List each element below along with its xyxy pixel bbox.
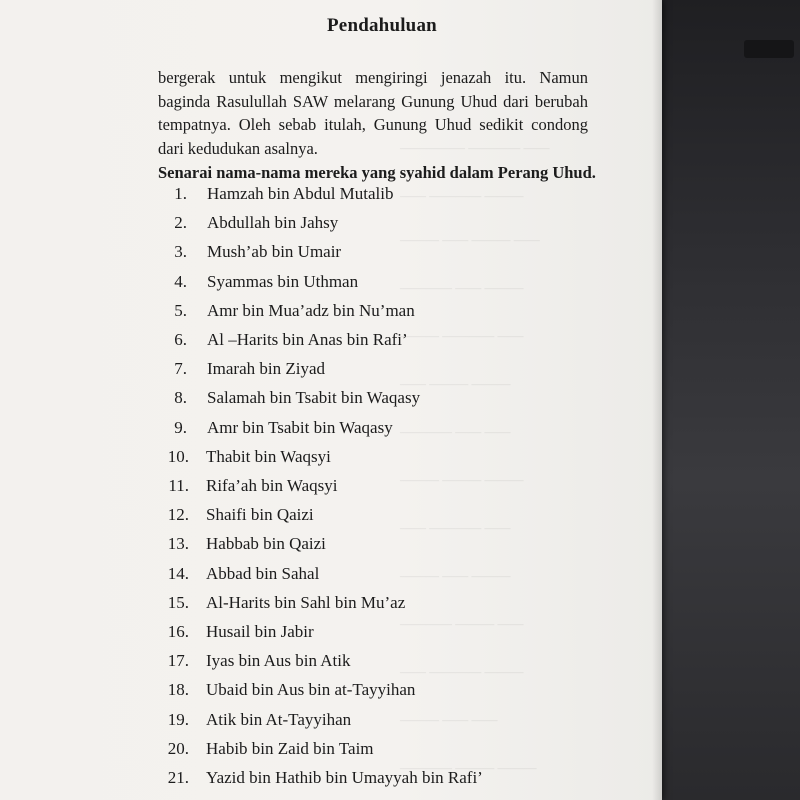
list-item-number: 10. (167, 446, 189, 466)
list-item-name: Shaifi bin Qaizi (206, 505, 314, 525)
list-item-name: Al-Harits bin Sahl bin Mu’az (206, 592, 406, 612)
list-item-number: 9. (174, 417, 187, 437)
laptop-keyboard-decoration (744, 40, 794, 58)
list-item-number: 18. (167, 680, 189, 700)
list-item-number: 17. (167, 651, 189, 671)
list-item-name: Amr bin Mua’adz bin Nu’man (207, 300, 415, 320)
list-item-number: 1. (174, 184, 187, 203)
list-item-name: Thabit bin Waqsyi (206, 446, 331, 466)
bleed-through-text: —— ———— ————— ——— ———— —— —— ——— —— ——— ——— —— ———— —— ———— ——— ——— ——— —— —— —— ———— ——— ——— ——— —— ———— —— ——— —— ——— —— ——— ———— ——— ———— —— —— —— ——— ——— ——— ———— (400, 140, 550, 775)
list-item-number: 15. (167, 592, 189, 612)
list-item-name: Abbad bin Sahal (206, 563, 320, 583)
list-item-number: 16. (167, 622, 189, 641)
list-item-number: 12. (167, 505, 189, 525)
list-item-number: 20. (167, 738, 189, 758)
page-title: Pendahuluan (327, 15, 437, 36)
list-item-name: Atik bin At-Tayyihan (206, 709, 352, 729)
list-item-number: 13. (167, 534, 189, 554)
list-item-name: Amr bin Tsabit bin Waqasy (207, 417, 393, 437)
list-item-number: 8. (174, 388, 187, 408)
list-item-name: Al –Harits bin Anas bin Rafi’ (207, 330, 408, 349)
list-heading: Senarai nama-nama mereka yang syahid dalam Perang Uhud. (158, 163, 596, 182)
list-item-name: Abdullah bin Jahsy (207, 213, 339, 233)
list-item-number: 4. (174, 271, 187, 291)
list-item-name: Husail bin Jabir (206, 622, 314, 641)
list-item-name: Habbab bin Qaizi (206, 534, 326, 554)
list-item-number: 7. (174, 359, 187, 379)
list-item-name: Syammas bin Uthman (207, 271, 359, 291)
list-item-name: Mush’ab bin Umair (207, 242, 342, 262)
list-item-number: 3. (174, 242, 187, 262)
list-item-number: 2. (174, 213, 187, 233)
intro-paragraph: bergerak untuk mengikut mengiringi jenazah itu. Namun baginda Rasulullah SAW melarang Gunung Uhud dari berubah tempatnya. Oleh sebab itulah, Gunung Uhud sedikit condong dari kedudukan asalnya. (158, 68, 588, 158)
list-item-name: Hamzah bin Abdul Mutalib (207, 184, 394, 203)
list-item-number: 14. (167, 563, 189, 583)
list-item-number: 11. (168, 476, 189, 495)
desk-background (640, 0, 800, 800)
list-item-number: 5. (174, 300, 187, 320)
list-item-name: Iyas bin Aus bin Atik (206, 651, 351, 671)
list-item-name: Salamah bin Tsabit bin Waqasy (207, 388, 421, 408)
list-item-number: 6. (174, 330, 187, 349)
list-item-name: Yazid bin Hathib bin Umayyah bin Rafi’ (206, 768, 483, 787)
list-item-name: Imarah bin Ziyad (207, 359, 326, 379)
list-item-number: 21. (167, 768, 189, 787)
list-item-name: Habib bin Zaid bin Taim (206, 738, 374, 758)
list-item-number: 19. (167, 709, 189, 729)
list-item-name: Ubaid bin Aus bin at-Tayyihan (206, 680, 416, 700)
list-item-name: Rifa’ah bin Waqsyi (206, 476, 338, 495)
